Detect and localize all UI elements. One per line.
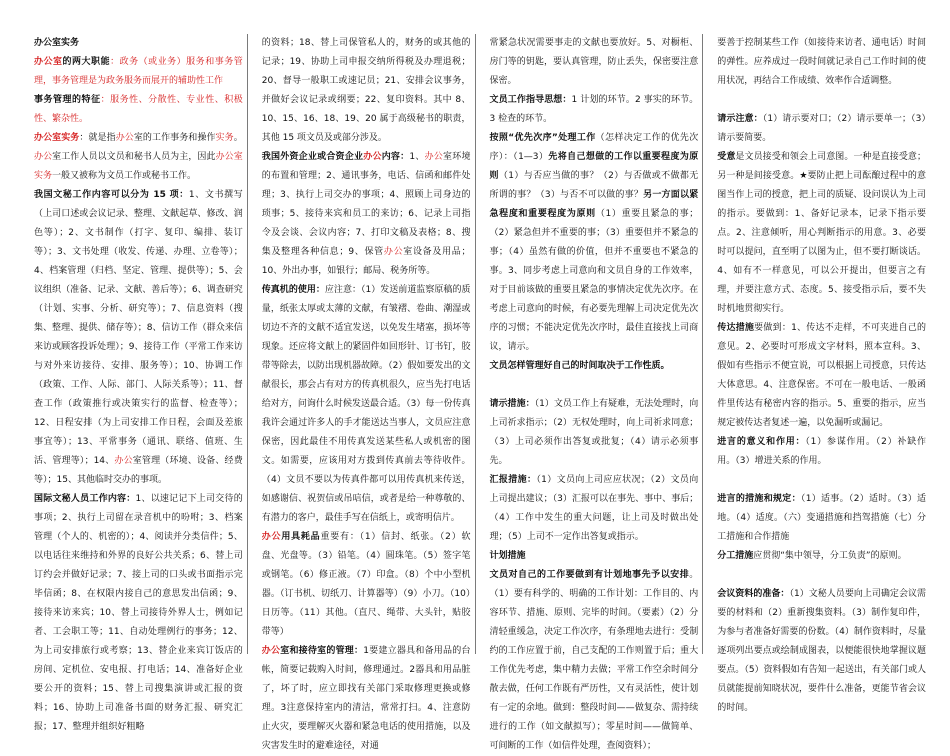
paragraph	[262, 34, 471, 148]
text-run: ：政务（或业务）服务和事务管理，事务管理是为政务服务而展开的辅助性工作	[34, 57, 243, 86]
paragraph	[490, 34, 699, 91]
bold-text-run: 分工措施	[717, 551, 754, 561]
bold-text-run: 办公室实务	[34, 38, 80, 48]
paragraph	[717, 471, 926, 490]
text-run: ：就是指	[79, 133, 116, 143]
paragraph	[490, 566, 699, 756]
paragraph	[262, 281, 471, 528]
text-run: 办公室实务	[34, 152, 243, 181]
text-run: 是文员接受和领会上司意图。一种是直接受意；另一种是间接受意。★要防止把上司酝酿过程中的意图当作上司的授意，把上司的质疑、设问误认为上司的指示。要做到：1、备好记录本，记录下指示要点。2、注意倾听，用心判断指示的用意。3、必要时可以提问，直至明了以图为止，但不要打断谈话。4、如有不一样意见，可以公开提出，但要言之有理，并要注意方式、态度。5、接受指示后，要不失时机地贯彻实行。	[717, 152, 926, 314]
bold-text-run: 先将自己想做的工作以重要程度为原则	[489, 152, 699, 181]
bold-text-run: 会议资料的准备：	[717, 589, 790, 599]
bold-text-run: 计划措施	[489, 551, 526, 561]
bold-text-run: 用具耗品	[281, 532, 321, 542]
paragraph	[490, 376, 699, 395]
bold-text-run: 传达措施	[717, 323, 755, 333]
paragraph	[490, 91, 699, 129]
text-run: 办公	[34, 152, 53, 162]
bold-text-run: 办公	[261, 646, 281, 656]
text-run: （1）参谋作用。（2）补缺作用。（3）增进关系的作用。	[717, 437, 926, 466]
text-run: 1、文书撰写（上司口述或会议记录、整理、文献起草、修改、润色等）；2、文书制作（打字、复印、编排、装订等）；3、文书处理（收发、传递、办理、立卷等）；4、档案管理（归档、坚定、管理、提供等）；5、会议组织（准备、记录、文献、善后等）；6、调查研究（计划、实事、分析、研究等）；7、信息资料（搜集、整理、提供、储存等）；8、信访工作（群众来信来访或顾客投诉处理）；9、接待工作（平常工作来访与对外来访接待、安排、服务等）；10、协调工作（政策、工作、人际、部门、人际关系等）；11、督查工作（政策推行或决策实行的监督、检查等）；12、日程安排（为上司安排工作日程，会面及差旅事宜等）；13、平常事务（通讯、联络、值班、生活、管理等）；14、	[34, 190, 243, 466]
text-run: 的资料；18、替上司保管私人的，财务的或其他的记录；19、协助上司申报交纳所得税及办理退税；20、督导一般职工或速记员；21、安排会议事务，并做好会议记录或纲要；22、复印资料。其中 8、10、15、16、18、19、20 属于高级秘书的职责，其他 15 项文员及或部分涉及。	[261, 38, 471, 143]
text-run: （1）与否应当做的事？（2）与否做或不做都无所谓的事？（3）与否不可以做的事？	[489, 171, 699, 200]
paragraph	[490, 395, 699, 471]
bold-text-run: 国际文秘人员工作内容：	[34, 494, 136, 504]
paragraph	[717, 547, 926, 566]
text-run: 1、	[409, 152, 425, 162]
bold-text-run: 内容：	[381, 152, 410, 162]
paragraph	[34, 186, 243, 490]
paragraph	[717, 566, 926, 585]
bold-text-run: 文员对自己的工作要做到有计划地事先予以安排	[489, 570, 690, 580]
text-run: （1）适事。（2）适时。（3）适地。（4）适度。（六）变通措施和挡驾措施（七）分工措施和合作措施	[717, 494, 926, 542]
bold-text-run: 进言的措施和规定：	[717, 494, 801, 504]
paragraph	[490, 547, 699, 566]
column-3	[486, 34, 704, 751]
paragraph	[262, 148, 471, 281]
text-run: 1 计划的环节。2 事实的环节。3 检查的环节。	[489, 95, 699, 124]
text-run: （1）请示要对口；（2）请示要单一；（3）请示要简要。	[717, 114, 926, 143]
text-run: 要做到：1、传达不走样，不可夹进自己的意见。2、必要时可形成文字材料，照本宣科。3、假如有些指示不便宣说，可以根据上司授意，只传达大体意思。4、注意保密。不可在一般电话、一般函件里传达有秘密内容的指示。5、重要的指示，应当规定被传达者复述一遍，以免漏听或漏记。	[717, 323, 926, 428]
text-run: 室管理（环境、设备、经费等）；15、其他临时交办的事项。	[34, 456, 243, 485]
text-run: 室工作人员以文员和秘书人员为主，因此	[52, 152, 216, 162]
text-run: 重要有：（1）信封、纸张。（2）软盘、光盘等。（3）铅笔。（4）圆珠笔。（5）签字笔或钢笔。（6）修正液。（7）印盒。（8）个中小型机器。（订书机、切纸刀、计算器等）（9）小刀。（10）日历等。（11）其他。（直尺、绳带、大头针，贴胶带等）	[261, 532, 471, 637]
paragraph	[262, 528, 471, 642]
text-run: 室设备及用品；10、外出办事，如银行；邮局、税务所等。	[261, 247, 471, 276]
bold-text-run: 的两大职能	[62, 57, 111, 67]
bold-text-run: 传真机的使用：	[261, 285, 325, 295]
paragraph	[34, 129, 243, 186]
bold-text-run: 办公	[363, 152, 382, 162]
paragraph	[490, 129, 699, 357]
text-run: 室环境的布置和管理；2、通讯事务，电话、信函和邮件处理；3、执行上司交办的事项；4、照顾上司身边的琐事；5、接待来宾和员工的来访；6、记录上司指令及会谈、会议内容；7、打印文稿及表格；8、搜集及整理各种信息；9、保管	[261, 152, 471, 257]
paragraph	[34, 490, 243, 737]
text-run: （1）文员向上司应应状况；（2）文员向上司提出建议；（3）汇报可以在事先、事中、事后；（4）工作中发生的重大问题，让上司及时做出处理；（5）上司不一定作出答复或指示。	[489, 475, 699, 542]
paragraph	[262, 642, 471, 756]
bold-text-run: 办公	[261, 532, 282, 542]
paragraph	[490, 357, 699, 376]
bold-text-run: 事务管理的特征	[34, 95, 101, 105]
column-2	[258, 34, 476, 751]
bold-text-run: 受意	[717, 152, 736, 162]
text-run: 常紧急状况需要事走的文献也要放好。5、对橱柜、房门等的钥匙，要认真管理，防止丢失，保密要注意保密。	[489, 38, 699, 86]
bold-text-run: 按照“优先次序”处理工作	[489, 133, 596, 143]
text-run: 应注意：（1）发送前道监察原稿的质量，纸张太厚或太薄的文献，有皱褶、卷曲、潮湿或切边不齐的文献不适宜发送，以免发生堵塞，损坏等现象。还应将文献上的紧固件如回形针、订书钉，胶带等除去，以防出现机器故障。（2）假如要发出的文献很长，那会占有对方的传真机很久，应当先打电话给对方，问询什么时候发送最合适。（3）每一份传真我许会通过许多人的手才能送达当事人，文员应注意保密，因此最佳不用传真发送某些私人或机密的图文。如需要，应该用对方拨到传真前去等待收件。（4）文员不要以为传真件都可以用传真机来传送，如感谢信、祝贺信或吊唁信，或者是给一种尊敬的、有潜力的客户，最佳手写在信纸上，或寄明信片。	[261, 285, 471, 523]
document-page	[30, 34, 930, 751]
bold-text-run: 办公室实务	[34, 133, 80, 143]
text-run: 一般又被称为文员工作或秘书工作。	[52, 171, 197, 181]
column-1	[30, 34, 248, 732]
paragraph	[717, 585, 926, 718]
bold-text-run: 我国文秘工作内容可以分为 15 项：	[34, 190, 189, 200]
bold-text-run: 我国外资企业或合资企业	[261, 152, 364, 162]
text-run: 应贯彻“集中领导，分工负责”的原则。	[753, 551, 907, 561]
text-run: 。	[233, 133, 243, 143]
text-run: 。（1）要有科学的、明确的工作计划：工作目的、内容环节、措施、原则、完毕的时间。（要素）（2）分清轻重缓急，决定工作次序，有条理地去进行：受制约的工作应置于前，自己支配的工作则置于后；重大工作优先考虑，集中精力去做；平常工作空余时间分散去做，任何工作既有严历性，又有灵活性，使计划有一定的余地。做到：整段时间——做复杂、需持续进行的工作（如文献拟写）；零星时间——做简单、可间断的工作（如信件处理，查阅资料）；	[489, 570, 699, 751]
paragraph	[490, 471, 699, 547]
text-run: （1）重要且紧急的事；（2）紧急但并不重要的事；（3）重要但并不紧急的事；（4）虽然有做的价值，但并不重要也不紧急的事。3、同步考虑上司意向和文员自身的工作效率，对于目前该做的重要且紧急的事情决定优先次序。在考虑上司意向的时候，有必要先理解上司决定优先次序的习惯；不能决定优先次序时，最佳直接找上司商议，请示。	[489, 209, 699, 352]
text-run: （1）文秘人员要向上司确定会议需要的材料和（2）重新搜集资料。（3）制作复印件，为参与者准备好需要的份数。（4）制作资料时，尽量逐项列出要点或绘制成图表，以便能很快地掌握议题要点。（5）资料假如有告知一起送出，有关部门或人员就能提前知晓状况，要件什么准备，更能节省会议的时间。	[717, 589, 926, 713]
paragraph	[717, 490, 926, 547]
paragraph	[34, 91, 243, 129]
bold-text-run: 进言的意义和作用：	[717, 437, 806, 447]
text-run: 室的工作事务和操作	[133, 133, 216, 143]
text-run: 1、以速记记下上司交待的事项；2、执行上司留在录音机中的吩咐；3、档案管理（个人的、机密的）；4、阅读并分类信件；5、以电话往来维持和外界的良好公共关系；6、替上司订约会并做好记录；7、接上司的口头或书面指示完毕信函；8、在权限内接自己的意思发出信函；9、接待来访来宾；10、替上司接待外界人士，例如记者、工会职工等；11、自动处理例行的事务；12、为上司安排旅行或考察；13、替企业来宾订饭店的房间、定机位、安电报、打电话；14、准备好企业要公开的资料；15、替上司搜集演讲或汇报的资料；16、协助上司准备书面的财务汇报、研究汇报；17、整理并组织好粗略	[34, 494, 243, 732]
paragraph	[717, 433, 926, 471]
bold-text-run: 文员怎样管理好自己的时间取决于工作性质。	[489, 361, 670, 371]
bold-text-run: 请示注意：	[717, 114, 763, 124]
text-run: （1）文员工作上有疑难，无法处理时，向上司祈求指示；（2）无权处理时，向上司祈求同意；（3）上司必须作出答复或批复；（4）请示必须事先。	[489, 399, 699, 466]
bold-text-run: 室和接待室的管理：	[280, 646, 364, 656]
paragraph	[717, 148, 926, 319]
text-run: ：服务性、分散性、专业性、积极性、繁杂性。	[34, 95, 243, 124]
bold-text-run: 汇报措施：	[489, 475, 537, 485]
bold-text-run: 办公室	[34, 57, 63, 67]
text-run: 实务	[215, 133, 234, 143]
column-4	[713, 34, 930, 713]
paragraph	[34, 53, 243, 91]
paragraph	[717, 91, 926, 110]
bold-text-run: 另一方面以紧急程度和重要程度为原则	[489, 190, 699, 219]
paragraph	[34, 34, 243, 53]
text-run: 1要建立器具和备用品的台帐，简要记载购入时间，修理通过。2器具和用品脏了，坏了时，应立即找有关部门采取修理更换或修理。3注意保持室内的清洁，常常打扫。4、注意防止火灾，要理解灭火器和紧急电话的使用措施，以及灾害发生时的避难途径，对通	[261, 646, 471, 751]
text-run: （怎样决定工作的优先次序）：（1—3）	[489, 133, 699, 162]
text-run: 要善于控制某些工作（如接待来访者、通电话）时间的弹性。应养成过一段时间就记录自己工作时间的使用状况，再结合工作成绩、效率作合适调整。	[717, 38, 926, 86]
paragraph	[717, 34, 926, 91]
bold-text-run: 文员工作指导思想：	[489, 95, 572, 105]
text-run: 办公	[424, 152, 444, 162]
text-run: 办公	[115, 133, 134, 143]
paragraph	[717, 319, 926, 433]
bold-text-run: 请示措施：	[489, 399, 535, 409]
paragraph	[717, 110, 926, 148]
text-run: 办公	[114, 456, 133, 466]
text-run: 办公	[383, 247, 404, 257]
